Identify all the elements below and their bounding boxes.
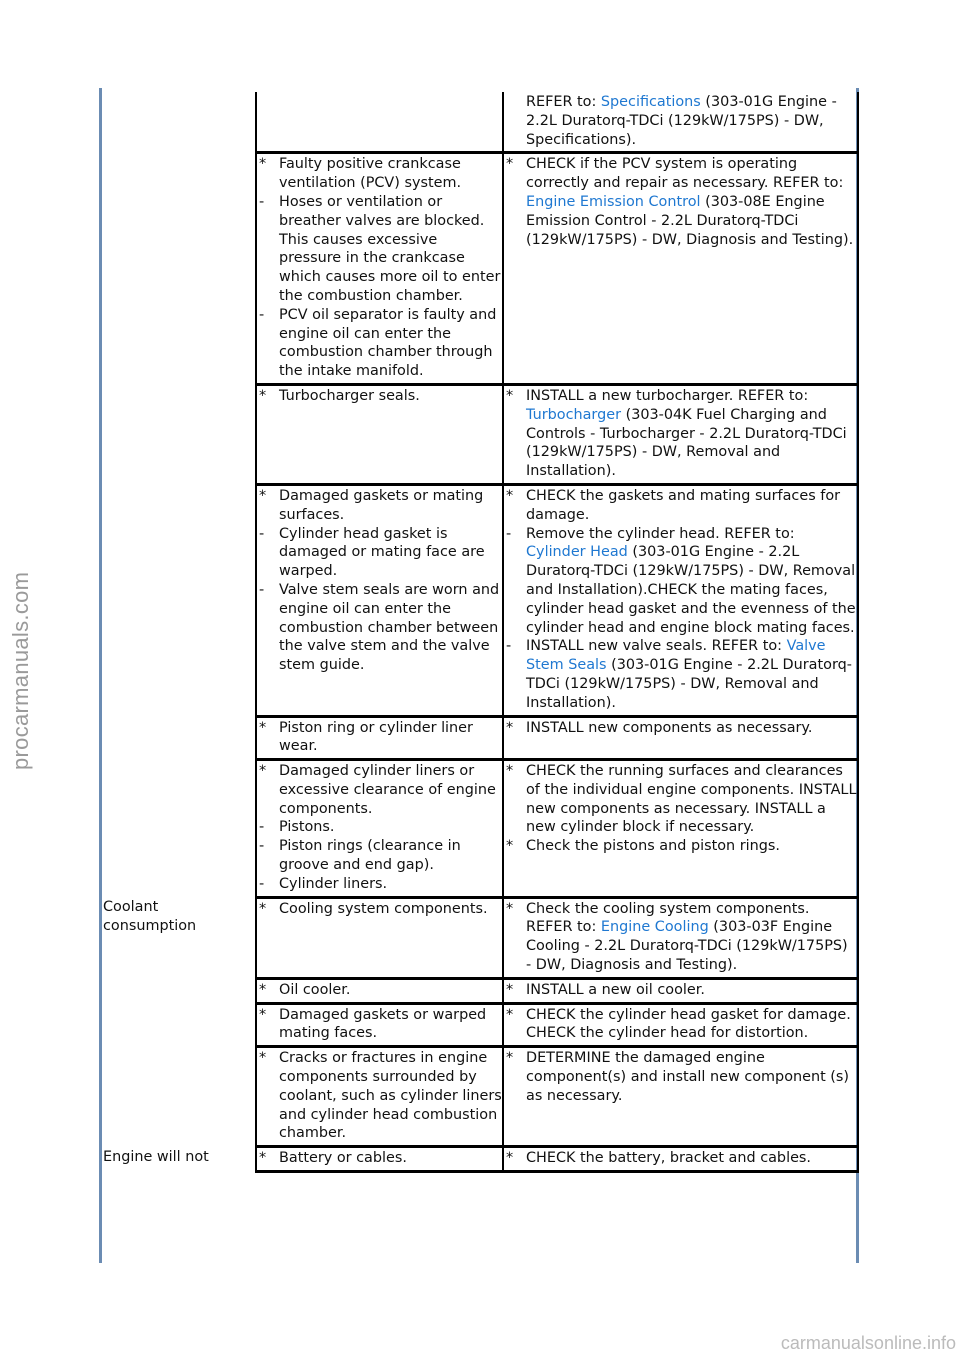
possible-cause-cell <box>256 760 503 898</box>
symptom-text: Coolant consumption <box>103 899 197 934</box>
asterisk-bullet: * <box>259 719 267 736</box>
possible-cause-cell <box>256 153 503 385</box>
action-item <box>505 387 857 481</box>
cause-text: Damaged gaskets or warped mating faces. <box>279 1006 487 1042</box>
asterisk-bullet: * <box>259 487 267 504</box>
action-text-segment: (303-03F Engine Cooling - 2.2L Duratorq-TDCi (129kW/175PS) - DW, Diagnosis and Testing). <box>526 919 848 974</box>
dash-bullet: - <box>259 581 265 598</box>
table-row <box>102 153 858 385</box>
dash-bullet: - <box>259 306 265 323</box>
table-row <box>102 1147 858 1172</box>
asterisk-bullet: * <box>506 487 514 504</box>
reference-link[interactable]: Engine Cooling <box>600 919 709 936</box>
action-text-segment: Check the cooling system components. REFER to: <box>526 900 810 936</box>
cause-item <box>258 387 502 406</box>
action-text-segment: CHECK the cylinder head gasket for damage. CHECK the cylinder head for distortion. <box>526 1006 851 1042</box>
action-item <box>505 1149 857 1168</box>
action-cell <box>503 1003 858 1047</box>
action-item <box>505 1006 857 1044</box>
action-text <box>526 720 812 736</box>
action-item <box>505 900 857 975</box>
action-text <box>526 1050 849 1104</box>
action-text <box>526 94 837 148</box>
table-row <box>102 1047 858 1147</box>
cause-text: Faulty positive crankcase ventilation (PCV) system. <box>279 156 462 192</box>
action-text <box>526 1150 811 1166</box>
action-text-segment: REFER to: <box>526 94 601 110</box>
action-item <box>505 155 857 249</box>
cause-text: Damaged gaskets or mating surfaces. <box>279 487 484 523</box>
action-text-segment: INSTALL a new turbocharger. REFER to: <box>526 387 809 404</box>
table-row <box>102 978 858 1003</box>
asterisk-bullet: * <box>506 900 514 917</box>
action-text-segment: CHECK the running surfaces and clearances of the individual engine components. INSTALL new components as necessary. INSTALL a new cylinder block if necessary. <box>526 763 857 836</box>
possible-cause-cell <box>256 484 503 716</box>
dash-bullet: - <box>259 875 265 892</box>
action-text <box>526 1007 851 1042</box>
asterisk-bullet: * <box>506 387 514 404</box>
action-text <box>526 982 705 998</box>
cause-item <box>258 155 502 193</box>
action-text-segment: Remove the cylinder head. REFER to: <box>526 525 795 542</box>
possible-cause-cell <box>256 92 503 153</box>
action-item <box>505 637 857 712</box>
action-text <box>526 763 856 835</box>
action-cell <box>503 1047 858 1147</box>
cause-text: Pistons. <box>279 819 335 836</box>
table-row <box>102 484 858 716</box>
possible-cause-cell <box>256 1003 503 1047</box>
cause-text: Hoses or ventilation or breather valves are blocked. This causes excessive pressure in the crankcase which causes more oil to enter the combustion chamber. <box>279 193 501 304</box>
action-text-segment: CHECK the gaskets and mating surfaces for damage. <box>526 487 841 523</box>
action-cell <box>503 484 858 716</box>
cause-item <box>258 719 502 757</box>
action-item <box>505 93 857 149</box>
cause-text: PCV oil separator is faulty and engine oil can enter the combustion chamber through the intake manifold. <box>279 306 497 380</box>
asterisk-bullet: * <box>259 156 267 173</box>
diagnosis-table-body <box>102 92 858 1172</box>
action-cell <box>503 384 858 484</box>
symptom-cell <box>102 760 256 898</box>
cause-text: Cylinder head gasket is damaged or mating face are warped. <box>279 525 485 580</box>
symptom-text: Engine will not <box>103 1148 209 1165</box>
action-text <box>526 388 847 479</box>
symptom-cell <box>102 484 256 716</box>
reference-link[interactable]: Cylinder Head <box>526 544 628 561</box>
symptom-cell <box>102 978 256 1003</box>
action-text-segment: INSTALL new valve seals. REFER to: <box>526 638 787 655</box>
symptom-cell <box>102 92 256 153</box>
action-text <box>526 638 852 710</box>
cause-item <box>258 762 502 818</box>
cause-item <box>258 981 502 1000</box>
cause-item <box>258 837 502 875</box>
action-item <box>505 487 857 525</box>
reference-link[interactable]: Specifications <box>600 94 701 110</box>
action-text-segment: (303-01G Engine - 2.2L Duratorq-TDCi (129kW/175PS) - DW, Specifications). <box>526 94 837 148</box>
action-cell <box>503 978 858 1003</box>
possible-cause-cell <box>256 1047 503 1147</box>
dash-bullet: - <box>506 638 512 655</box>
symptom-cell <box>102 716 256 760</box>
action-text-segment: (303-01G Engine - 2.2L Duratorq-TDCi (129kW/175PS) - DW, Removal and Installation).CHECK the mating faces, cylinder head gasket and the evenness of the cylinder head and engine block mating faces. <box>526 544 856 636</box>
asterisk-bullet: * <box>506 1050 514 1067</box>
asterisk-bullet: * <box>259 900 267 917</box>
action-item <box>505 525 857 638</box>
cause-text: Piston ring or cylinder liner wear. <box>279 719 473 755</box>
action-cell <box>503 716 858 760</box>
cause-text: Cooling system components. <box>279 900 488 917</box>
action-text-segment: INSTALL new components as necessary. <box>526 719 813 736</box>
possible-cause-cell <box>256 1147 503 1172</box>
table-row <box>102 384 858 484</box>
cause-text: Oil cooler. <box>279 981 351 998</box>
symptom-cell <box>102 384 256 484</box>
asterisk-bullet: * <box>259 387 267 404</box>
action-cell <box>503 153 858 385</box>
bottom-watermark: carmanualsonline.info <box>780 1333 956 1353</box>
cause-item <box>258 1149 502 1168</box>
action-text-segment: INSTALL a new oil cooler. <box>526 981 705 998</box>
asterisk-bullet: * <box>259 1006 267 1023</box>
possible-cause-cell <box>256 384 503 484</box>
asterisk-bullet: * <box>506 156 514 173</box>
table-row <box>102 716 858 760</box>
possible-cause-cell <box>256 897 503 978</box>
symptom-cell <box>102 1003 256 1047</box>
action-text <box>526 156 853 247</box>
action-cell <box>503 92 858 153</box>
asterisk-bullet: * <box>506 981 514 998</box>
table-row <box>102 92 858 153</box>
asterisk-bullet: * <box>259 981 267 998</box>
cause-text: Cylinder liners. <box>279 875 388 892</box>
action-text-segment: (303-08E Engine Emission Control - 2.2L Duratorq-TDCi (129kW/175PS) - DW, Diagnosis and Testing). <box>526 193 854 248</box>
action-item <box>505 837 857 856</box>
cause-text: Cracks or fractures in engine components surrounded by coolant, such as cylinder liners and cylinder head combustion chamber. <box>279 1050 502 1142</box>
table-row <box>102 1003 858 1047</box>
cause-item <box>258 875 502 894</box>
action-text-segment: Check the pistons and piston rings. <box>526 838 780 855</box>
action-text-segment: CHECK the battery, bracket and cables. <box>526 1150 811 1167</box>
cause-item <box>258 818 502 837</box>
symptom-cell <box>102 1047 256 1147</box>
cause-text: Battery or cables. <box>279 1150 407 1167</box>
action-item <box>505 981 857 1000</box>
symptom-cell <box>102 153 256 385</box>
action-cell <box>503 897 858 978</box>
cause-item <box>258 581 502 675</box>
side-watermark: procarmanuals.com <box>8 571 33 770</box>
action-cell <box>503 760 858 898</box>
asterisk-bullet: * <box>506 763 514 780</box>
table-row <box>102 897 858 978</box>
asterisk-bullet: * <box>259 1150 267 1167</box>
dash-bullet: - <box>506 525 512 542</box>
possible-cause-cell <box>256 716 503 760</box>
cause-text: Damaged cylinder liners or excessive clearance of engine components. <box>279 763 496 817</box>
action-text <box>526 488 840 523</box>
action-text-segment: (303-01G Engine - 2.2L Duratorq-TDCi (129kW/175PS) - DW, Removal and Installation). <box>526 657 852 711</box>
action-item <box>505 719 857 738</box>
cause-item <box>258 1006 502 1044</box>
action-text <box>526 901 848 973</box>
action-text-segment: (303-04K Fuel Charging and Controls - Turbocharger - 2.2L Duratorq-TDCi (129kW/175PS) - DW, Removal and Installation). <box>526 406 847 480</box>
dash-bullet: - <box>259 193 265 210</box>
dash-bullet: - <box>259 525 265 542</box>
reference-link[interactable]: Engine Emission Control <box>526 193 701 210</box>
table-row <box>102 760 858 898</box>
dash-bullet: - <box>259 838 265 855</box>
action-item <box>505 762 857 837</box>
cause-text: Valve stem seals are worn and engine oil can enter the combustion chamber between the valve stem and the valve stem guide. <box>279 581 500 674</box>
reference-link[interactable]: Turbocharger <box>526 406 621 423</box>
cause-item <box>258 487 502 525</box>
dash-bullet: - <box>259 819 265 836</box>
cause-text: Piston rings (clearance in groove and end gap). <box>279 838 461 874</box>
cause-item <box>258 193 502 306</box>
action-text-segment: CHECK if the PCV system is operating correctly and repair as necessary. REFER to: <box>526 156 844 192</box>
asterisk-bullet: * <box>506 1006 514 1023</box>
asterisk-bullet: * <box>506 838 514 855</box>
action-text <box>526 526 856 636</box>
symptom-cell <box>102 1147 256 1172</box>
asterisk-bullet: * <box>506 719 514 736</box>
possible-cause-cell <box>256 978 503 1003</box>
asterisk-bullet: * <box>259 763 267 780</box>
cause-text: Turbocharger seals. <box>279 387 420 404</box>
action-item <box>505 1049 857 1105</box>
reference-link[interactable]: Valve Stem Seals <box>526 638 826 674</box>
action-cell <box>503 1147 858 1172</box>
action-text-segment: DETERMINE the damaged engine component(s) and install new component (s) as necessary. <box>526 1050 850 1104</box>
symptom-cell <box>102 897 256 978</box>
asterisk-bullet: * <box>506 1150 514 1167</box>
cause-item <box>258 1049 502 1143</box>
diagnosis-table <box>102 92 859 1173</box>
cause-item <box>258 900 502 919</box>
asterisk-bullet: * <box>259 1050 267 1067</box>
cause-item <box>258 306 502 381</box>
action-text <box>526 838 780 854</box>
cause-item <box>258 525 502 581</box>
